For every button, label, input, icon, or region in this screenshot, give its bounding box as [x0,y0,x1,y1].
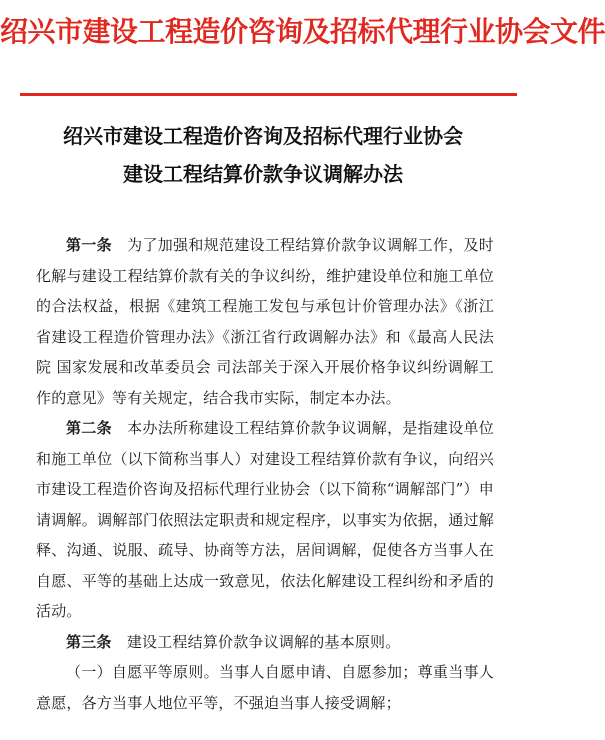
article-1-label: 第一条 [66,236,112,254]
document-title-line-1: 绍兴市建设工程造价咨询及招标代理行业协会 [63,124,463,148]
article-2 [36,413,494,627]
article-1 [36,230,494,413]
document-title-line-2: 建设工程结算价款争议调解办法 [123,162,403,186]
article-2-label: 第二条 [66,419,112,437]
article-3-label: 第三条 [66,632,112,651]
header-divider-rule [20,93,517,96]
clause-1 [36,657,494,718]
article-2-text: 本办法所称建设工程结算价款争议调解，是指建设单位和施工单位（以下简称当事人）对建设工程结算价款有争议，向绍兴市建设工程造价咨询及招标代理行业协会（以下简称“调解部门”）申请调解。调解部门依照法定职责和规定程序，以事实为依据，通过解释、沟通、说服、疏导、协商等方法，居间调解，促使各方当事人在自愿、平等的基础上达成一致意见，依法化解建设工程纠纷和矛盾的活动。 [36,419,494,620]
article-3-text: 建设工程结算价款争议调解的基本原则。 [126,632,401,651]
clause-1-text: （一）自愿平等原则。当事人自愿申请、自愿参加；尊重当事人意愿，各方当事人地位平等，不强迫当事人接受调解； [36,663,494,712]
document-header-title: 绍兴市建设工程造价咨询及招标代理行业协会文件 [0,15,605,48]
document-body [36,230,494,718]
article-3 [36,627,494,658]
article-1-text: 为了加强和规范建设工程结算价款争议调解工作，及时化解与建设工程结算价款有关的争议纠纷，维护建设单位和施工单位的合法权益，根据《建筑工程施工发包与承包计价管理办法》《浙江省建设工程造价管理办法》《浙江省行政调解办法》和《最高人民法院 国家发展和改革委员会 司法部关于深入开展价格争议纠纷调解工作的意见》等有关规定，结合我市实际，制定本办法。 [36,236,494,407]
